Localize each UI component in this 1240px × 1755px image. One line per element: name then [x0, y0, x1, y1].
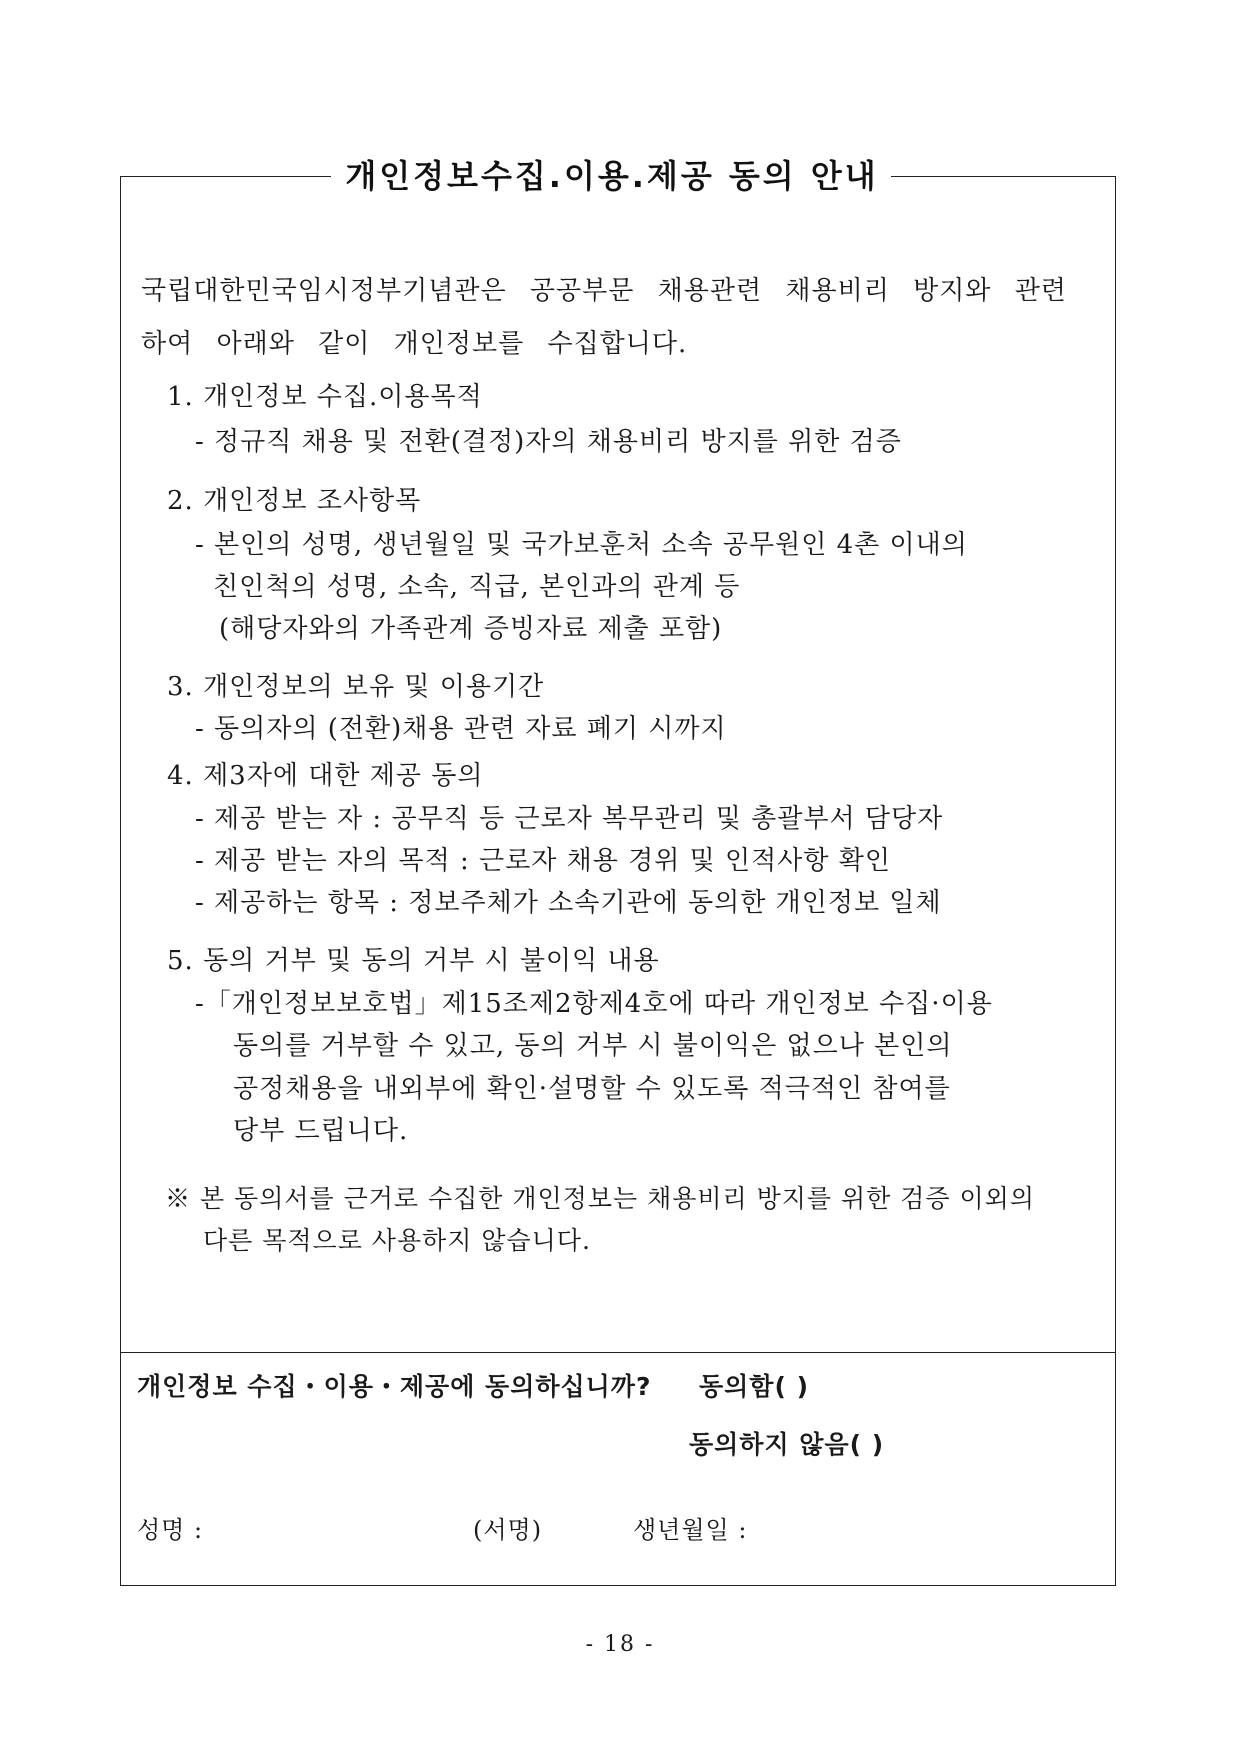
section-5-heading: 5. 동의 거부 및 동의 거부 시 불이익 내용 — [167, 946, 660, 976]
section-4-heading: 4. 제3자에 대한 제공 동의 — [167, 761, 484, 791]
consent-question: 개인정보 수집・이용・제공에 동의하십니까? — [137, 1372, 652, 1401]
note-line-1: ※ 본 동의서를 근거로 수집한 개인정보는 채용비리 방지를 위한 검증 이외의 — [165, 1184, 1035, 1213]
section-4-line-3: - 제공하는 항목 : 정보주체가 소속기관에 동의한 개인정보 일체 — [195, 888, 942, 918]
signature-label[interactable]: (서명) — [473, 1516, 543, 1544]
intro-line-2: 하여 아래와 같이 개인정보를 수집합니다. — [141, 329, 688, 359]
intro-line-1: 국립대한민국임시정부기념관은 공공부문 채용관련 채용비리 방지와 관련 — [141, 276, 1067, 306]
consent-form-box — [120, 157, 1116, 1586]
form-title: 개인정보수집.이용.제공 동의 안내 — [345, 157, 879, 195]
section-2-heading: 2. 개인정보 조사항목 — [167, 486, 422, 516]
name-field-label[interactable]: 성명 : — [137, 1516, 204, 1544]
section-5-line-2: 동의를 거부할 수 있고, 동의 거부 시 불이익은 없으나 본인의 — [233, 1031, 953, 1061]
section-5-line-4: 당부 드립니다. — [233, 1116, 409, 1146]
section-2-line-3: (해당자와의 가족관계 증빙자료 제출 포함) — [219, 614, 723, 644]
section-2-line-1: - 본인의 성명, 생년월일 및 국가보훈처 소속 공무원인 4촌 이내의 — [195, 530, 968, 560]
birthdate-field-label[interactable]: 생년월일 : — [633, 1516, 748, 1544]
section-3-heading: 3. 개인정보의 보유 및 이용기간 — [167, 672, 545, 702]
page-number: - 18 - — [585, 1632, 655, 1657]
section-divider — [121, 1352, 1115, 1353]
section-5-line-3: 공정채용을 내외부에 확인·설명할 수 있도록 적극적인 참여를 — [233, 1074, 951, 1104]
section-1-line-1: - 정규직 채용 및 전환(결정)자의 채용비리 방지를 위한 검증 — [195, 427, 902, 457]
section-2-line-2: 친인척의 성명, 소속, 직급, 본인과의 관계 등 — [213, 572, 741, 602]
section-5-line-1: -「개인정보보호법」제15조제2항제4호에 따라 개인정보 수집·이용 — [195, 989, 993, 1019]
section-4-line-2: - 제공 받는 자의 목적 : 근로자 채용 경위 및 인적사항 확인 — [195, 846, 892, 876]
consent-agree-option[interactable]: 동의함( ) — [699, 1372, 810, 1401]
consent-disagree-option[interactable]: 동의하지 않음( ) — [689, 1430, 885, 1459]
section-1-heading: 1. 개인정보 수집.이용목적 — [167, 382, 483, 412]
section-3-line-1: - 동의자의 (전환)채용 관련 자료 폐기 시까지 — [195, 714, 727, 744]
note-line-2: 다른 목적으로 사용하지 않습니다. — [203, 1226, 591, 1255]
top-border-left — [121, 176, 331, 177]
top-border-right — [891, 176, 1115, 177]
section-4-line-1: - 제공 받는 자 : 공무직 등 근로자 복무관리 및 총괄부서 담당자 — [195, 804, 944, 834]
